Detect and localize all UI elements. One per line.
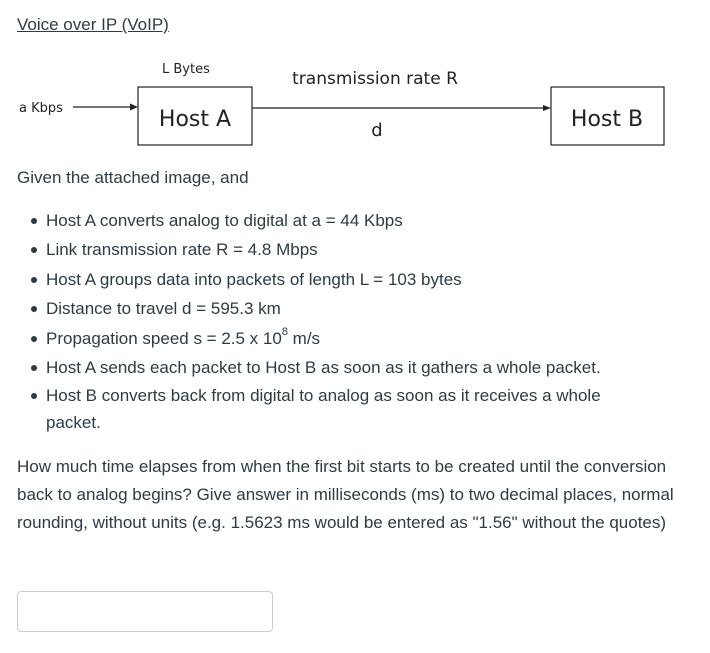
transmission-rate-label: transmission rate R: [292, 69, 458, 89]
input-arrow-head: [130, 104, 138, 111]
propagation-suffix: m/s: [287, 328, 321, 348]
given-item-receive-behavior: Host B converts back from digital to analog as soon as it receives a whole packet.: [46, 382, 656, 436]
propagation-exponent: 8: [281, 325, 288, 338]
given-item-send-behavior: Host A sends each packet to Host B as soon as it gathers a whole packet.: [46, 353, 656, 382]
question-text: How much time elapses from when the first bit starts to be created until the conversion back to analog begins? Give answer in milliseconds (ms) to two decimal places, normal rounding, without units (e.g. 1.5623 ms would be entered as "1.56" without the quotes): [17, 457, 674, 532]
given-item-propagation-speed: [46, 324, 656, 353]
answer-input[interactable]: [17, 591, 273, 632]
network-diagram-svg: [0, 50, 710, 160]
propagation-prefix: Propagation speed s = 2.5 x 10: [46, 328, 282, 348]
input-rate-label: a Kbps: [19, 101, 63, 116]
host-b-label: Host B: [570, 107, 644, 132]
given-item-packet-length: Host A groups data into packets of length L = 103 bytes: [46, 265, 656, 294]
packet-size-label: L Bytes: [162, 62, 210, 77]
link-arrow-head: [543, 105, 551, 111]
distance-label: d: [371, 120, 383, 141]
givens-list: [0, 206, 656, 436]
network-diagram: [0, 50, 710, 160]
question-intro: Given the attached image, and: [17, 168, 249, 187]
given-item-input-rate: Host A converts analog to digital at a = 44 Kbps: [46, 206, 656, 235]
given-item-link-rate: Link transmission rate R = 4.8 Mbps: [46, 235, 656, 264]
given-item-distance: Distance to travel d = 595.3 km: [46, 294, 656, 323]
question-title: Voice over IP (VoIP): [17, 15, 169, 34]
host-a-label: Host A: [158, 107, 232, 132]
